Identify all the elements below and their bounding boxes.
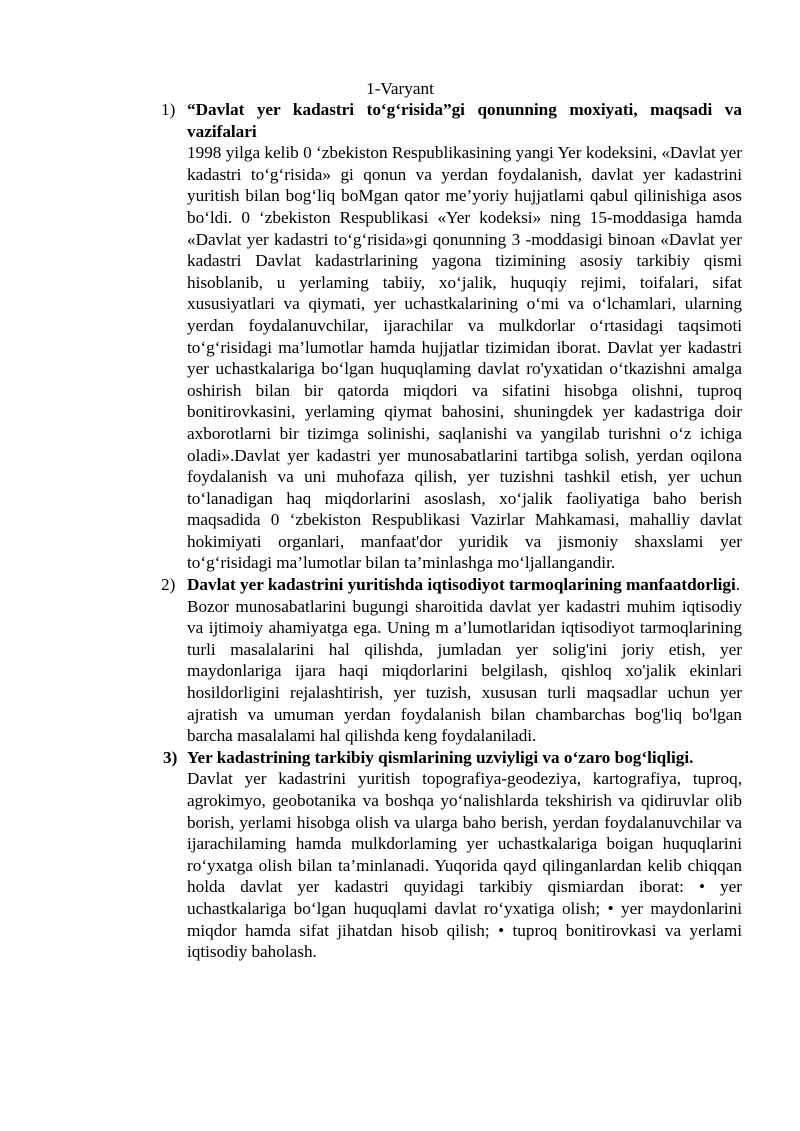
item-heading-suffix: . — [735, 575, 741, 595]
item-heading — [187, 747, 742, 769]
numbered-list — [0, 99, 800, 963]
item-number: 1) — [161, 100, 176, 119]
list-item — [161, 574, 742, 747]
list-item — [161, 99, 742, 574]
item-heading-text: Yer kadastrining tarkibiy qismlarining uzviyligi va o‘zaro bog‘liqligi. — [187, 747, 694, 767]
item-heading — [187, 99, 742, 142]
item-heading — [187, 574, 742, 596]
item-heading-text: Davlat yer kadastrini yuritishda iqtisodiyot tarmoqlarining manfaatdorligi — [187, 575, 736, 595]
list-item — [163, 747, 742, 963]
item-body: Davlat yer kadastrini yuritish topografiya-geodeziya, kartografiya, tuproq, agrokimyo, geobotanika va boshqa yo‘nalishlarda tekshirish va qidiruvlar olib borish, yerlami hisobga olish va ularga baho berish, yerdan foydalanuvchilar va ijarachilaming hamda mulkdorlaming yer uchastkalariga boigan huquqlarini ro‘yxatga olish bilan ta’minlanadi. Yuqorida qayd qilinganlardan kelib chiqqan holda davlat yer kadastri quyidagi tarkibiy qismiardan iborat: • yer uchastkalariga bo‘lgan huquqlami davlat ro‘yxatiga olish; • yer maydonlarini miqdor hamda sifat jihatdan hisob qilish; • tuproq bonitirovkasi va yerlami iqtisodiy baholash. — [187, 769, 742, 962]
page-title: 1-Varyant — [366, 79, 434, 98]
item-body: 1998 yilga kelib 0 ‘zbekiston Respublikasining yangi Yer kodeksini, «Davlat yer kadastri to‘g‘risida» gi qonun va yerdan foydalanish, davlat yer kadastrini yuritish bilan bog‘liq boMgan qator me’yoriy hujjatlami qabul qilinishiga asos bo‘ldi. 0 ‘zbekiston Respublikasi «Yer kodeksi» ning 15-moddasiga hamda «Davlat yer kadastri to‘g‘risida»gi qonunning 3 -moddasigi binoan «Davlat yer kadastri Davlat kadastrlarining yagona tizimining asosiy tarkibiy qismi hisoblanib, u yerlaming tabiiy, xo‘jalik, huquqiy rejimi, toifalari, sifat xususiyatlari va qiymati, yer uchastkalarining o‘mi va o‘lchamlari, ularning yerdan foydalanuvchilar, ijarachilar va mulkdorlar o‘rtasidagi taqsimoti to‘g‘risidagi ma’lumotlar hamda hujjatlar tizimidan iborat. Davlat yer kadastri yer uchastkalariga bo‘lgan huquqlaming davlat ro'yxatidan o‘tkazishni amalga oshirish bilan bir qatorda miqdori va sifatini hisobga olishni, tuproq bonitirovkasini, yerlaming qiymat bahosini, shuningdek yer kadastriga doir axborotlarni bir tizimga solinishi, saqlanishi va yangilab turishni o‘z ichiga oladi».Davlat yer kadastri yer munosabatlarini tartibga solish, yerdan oqilona foydalanish va uni muhofaza qilish, yer tuzishni tashkil etish, yer uchun to‘lanadigan haq miqdorlarini asoslash, xo‘jalik faoliyatiga baho berish maqsadida 0 ‘zbekiston Respublikasi Vazirlar Mahkamasi, mahalliy davlat hokimiyati organlari, manfaat'dor yuridik va jismoniy shaxslami yer to‘g‘risidagi ma’lumotlar bilan ta’minlashga mo‘ljallangandir. — [187, 143, 742, 573]
item-heading-text: “Davlat yer kadastri to‘g‘risida”gi qonunning moxiyati, maqsadi va vazifalari — [187, 100, 742, 141]
item-body: Bozor munosabatlarini bugungi sharoitida davlat yer kadastri muhim iqtisodiy va ijtimoiy ahamiyatga ega. Uning m a’lumotlaridan iqtisodiyot tarmoqlarining turli masalalarini hal qilishda, jumladan yer solig'ini joriy etish, yer maydonlariga ijara haqi miqdorlarini belgilash, qishloq xo'jalik ekinlari hosildorligini rejalashtirish, yer tuzish, xususan turli maqsadlar uchun yer ajratish va umuman yerdan foydalanish bilan chambarchas bog'liq bo'lgan barcha masalalami hal qilishda keng foydalaniladi. — [187, 596, 742, 746]
item-number: 3) — [163, 747, 178, 767]
item-number: 2) — [161, 575, 176, 595]
